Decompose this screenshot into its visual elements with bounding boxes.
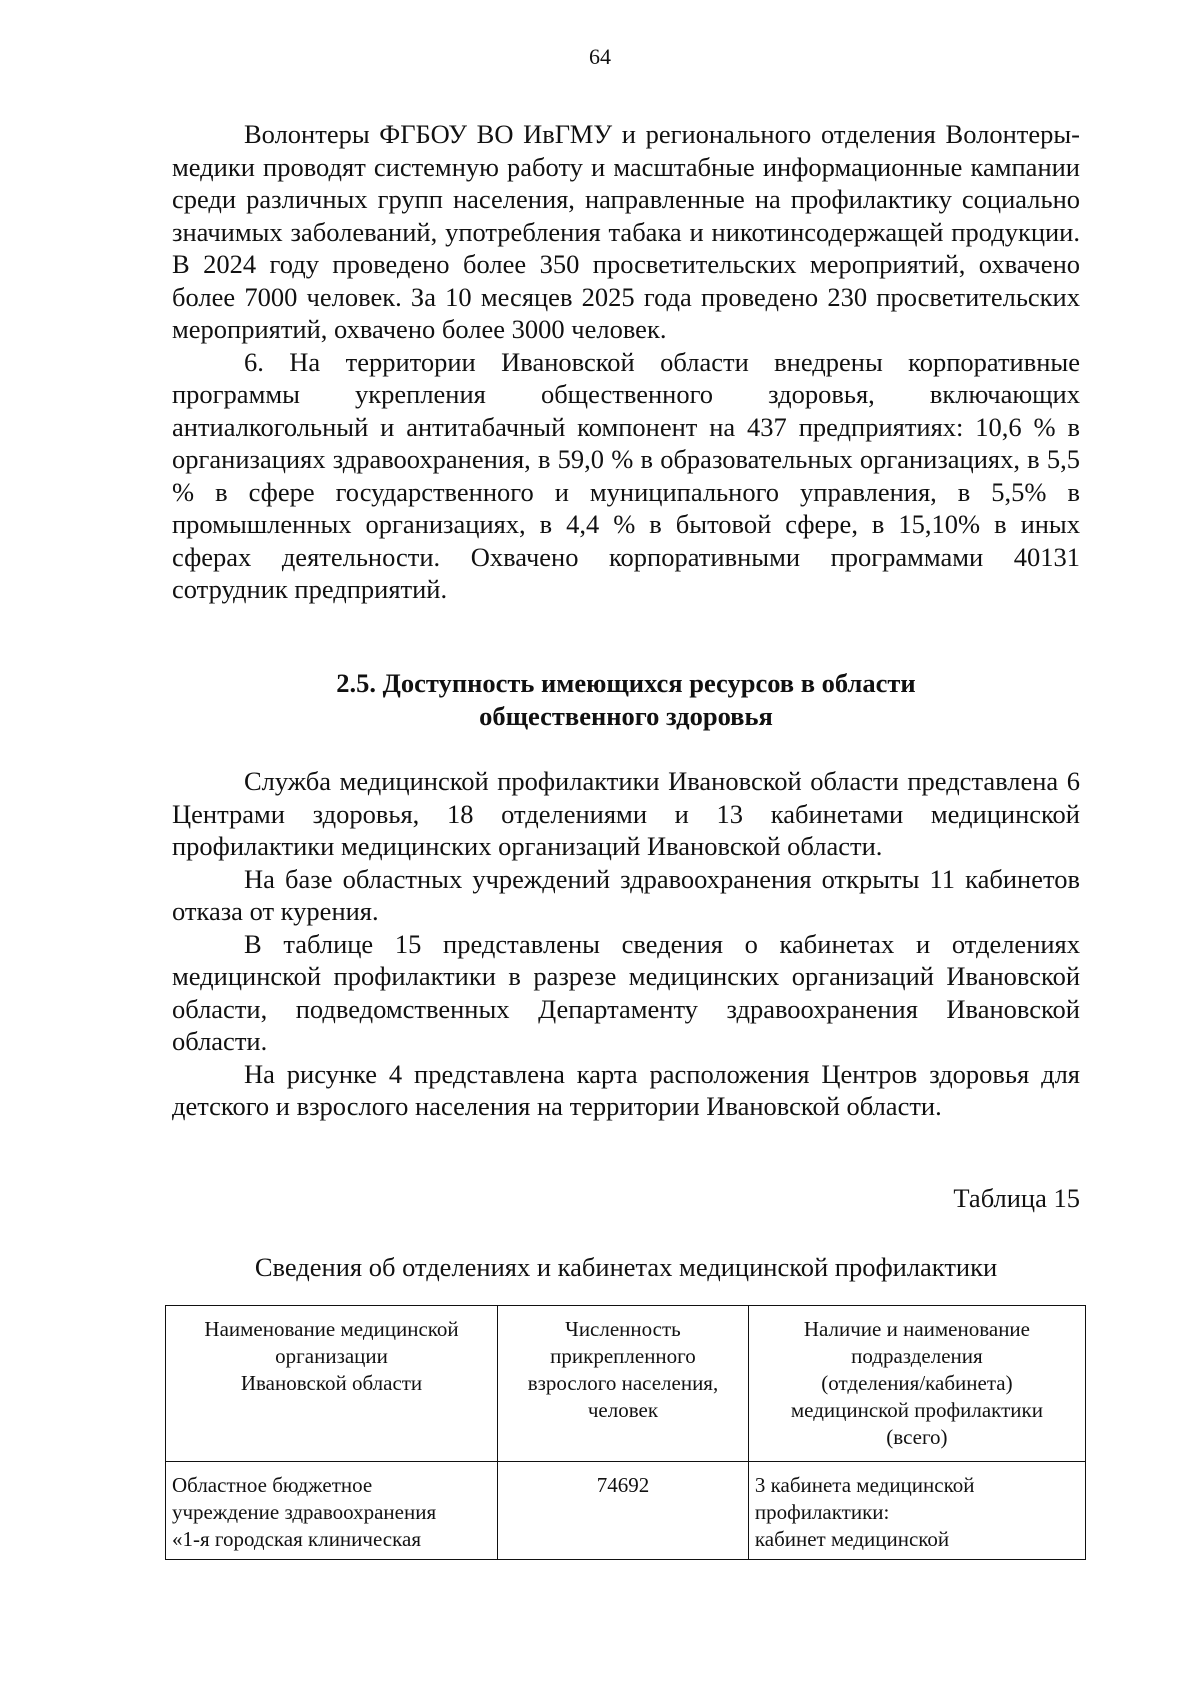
header-organization: Наименование медицинской организации Ивановской области [166, 1306, 498, 1462]
paragraph-figure-reference: На рисунке 4 представлена карта расположения Центров здоровья для детского и взрослого населения на территории Ивановской области. [172, 1058, 1080, 1121]
table-header-row [166, 1306, 1086, 1462]
intro-text [172, 118, 1080, 606]
table-caption: Сведения об отделениях и кабинетах медицинской профилактики [254, 1252, 998, 1282]
header-population: Численность прикрепленного взрослого населения, человек [498, 1306, 749, 1462]
section-heading-line-1: 2.5. Доступность имеющихся ресурсов в области [336, 668, 916, 698]
cell-unit: 3 кабинета медицинской профилактики: кабинет медицинской [748, 1462, 1085, 1560]
paragraph-corporate-programs: 6. На территории Ивановской области внедрены корпоративные программы укрепления общественного здоровья, включающих антиалкогольный и антитабачный компонент на 437 предприятиях: 10,6 % в организациях здравоохранения, в 59,0 % в образовательных организациях, в 5,5 % в сфере государственного и муниципального управления, в 5,5% в промышленных организациях, в 4,4 % в бытовой сфере, в 15,10% в иных сферах деятельности. Охвачено корпоративными программами 40131 сотрудник предприятий. [172, 346, 1080, 604]
paragraph-volunteers: Волонтеры ФГБОУ ВО ИвГМУ и регионального отделения Волонтеры-медики проводят системную работу и масштабные информационные кампании среди различных групп населения, направленные на профилактику социально значимых заболеваний, употребления табака и никотинсодержащей продукции. В 2024 году проведено более 350 просветительских мероприятий, охвачено более 7000 человек. За 10 месяцев 2025 года проведено 230 просветительских мероприятий, охвачено более 3000 человек. [172, 119, 1080, 344]
header-unit: Наличие и наименование подразделения (отделения/кабинета) медицинской профилактики (всего) [748, 1306, 1085, 1462]
paragraph-smoking-cessation: На базе областных учреждений здравоохранения открыты 11 кабинетов отказа от курения. [172, 863, 1080, 926]
table-label: Таблица 15 [953, 1183, 1080, 1213]
table-row [166, 1462, 1086, 1560]
paragraph-table-reference: В таблице 15 представлены сведения о кабинетах и отделениях медицинской профилактики в разрезе медицинских организаций Ивановской области, подведомственных Департаменту здравоохранения Ивановской области. [172, 928, 1080, 1056]
resources-text [172, 765, 1080, 1123]
page-number: 64 [589, 44, 611, 69]
prevention-units-table [165, 1305, 1086, 1560]
cell-organization: Областное бюджетное учреждение здравоохранения «1-я городская клиническая [166, 1462, 498, 1560]
cell-population: 74692 [498, 1462, 749, 1560]
section-heading-line-2: общественного здоровья [479, 700, 773, 731]
paragraph-prevention-service: Служба медицинской профилактики Ивановской области представлена 6 Центрами здоровья, 18 отделениями и 13 кабинетами медицинской профилактики медицинских организаций Ивановской области. [172, 766, 1080, 861]
section-heading [172, 667, 1080, 732]
